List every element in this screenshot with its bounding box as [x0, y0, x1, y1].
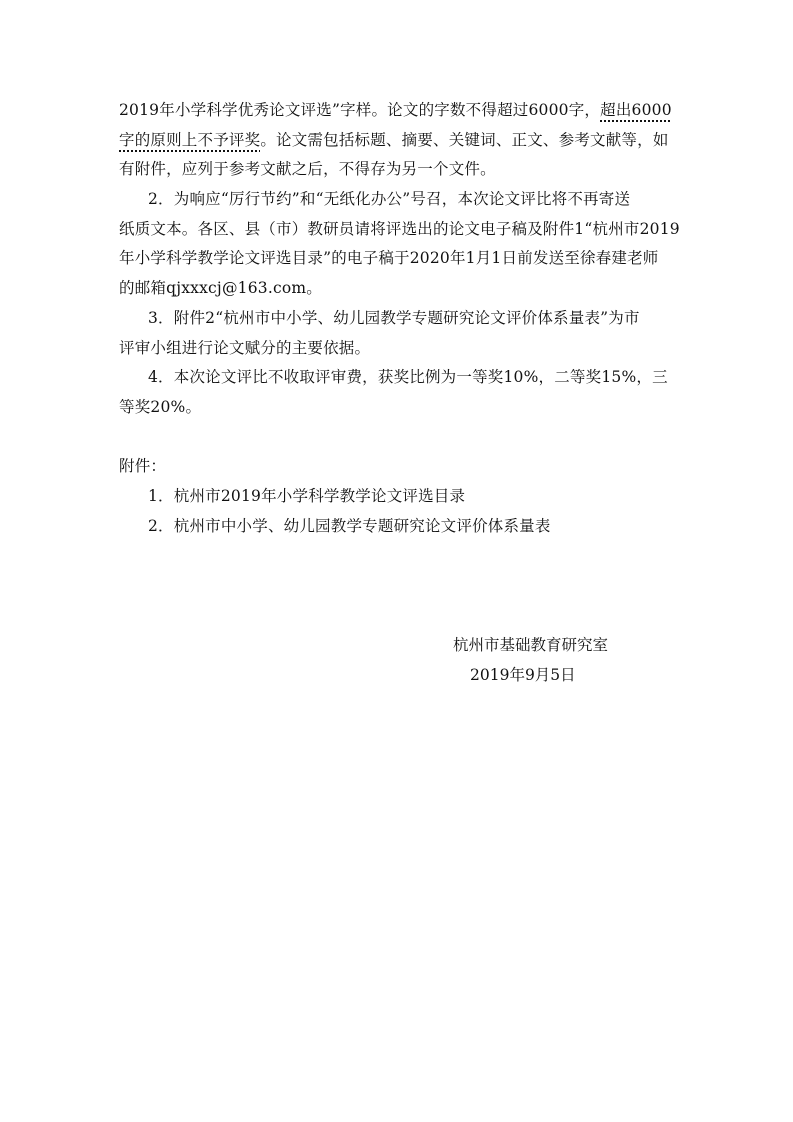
paragraph-2-line-4: 的邮箱qjxxxcj@163.com。	[119, 279, 322, 297]
paragraph-2-line-1: 2．为响应“厉行节约”和“无纸化办公”号召，本次论文评比将不再寄送	[148, 190, 631, 208]
paragraph-1-line-2-text: 。论文需包括标题、摘要、关键词、正文、参考文献等，如	[260, 131, 669, 149]
paragraph-2-line-3: 年小学科学教学论文评选目录”的电子稿于2020年1月1日前发送至徐春建老师	[119, 249, 659, 267]
attachment-item-2: 2．杭州市中小学、幼儿园教学专题研究论文评价体系量表	[148, 517, 551, 535]
paragraph-3-line-2: 评审小组进行论文赋分的主要依据。	[119, 339, 371, 357]
paragraph-2-line-2: 纸质文本。各区、县（市）教研员请将评选出的论文电子稿及附件1“杭州市2019	[119, 220, 680, 238]
paragraph-1-line-1-text: 2019年小学科学优秀论文评选”字样。论文的字数不得超过6000字，	[119, 101, 601, 119]
signature-date: 2019年9月5日	[470, 666, 576, 684]
paragraph-1-line-3: 有附件，应列于参考文献之后，不得存为另一个文件。	[119, 160, 496, 178]
paragraph-4-line-2: 等奖20%。	[119, 398, 202, 416]
attachments-heading: 附件：	[119, 457, 167, 475]
paragraph-3-line-1: 3．附件2“杭州市中小学、幼儿园教学专题研究论文评价体系量表”为市	[148, 309, 640, 327]
emphasis-text: 字的原则上不予评奖	[119, 131, 261, 149]
paragraph-1-line-2	[119, 130, 669, 150]
paragraph-1-line-1	[119, 100, 672, 120]
emphasis-text: 超出6000	[600, 101, 672, 119]
signature-organization: 杭州市基础教育研究室	[453, 636, 609, 654]
paragraph-4-line-1: 4．本次论文评比不收取评审费，获奖比例为一等奖10%，二等奖15%，三	[148, 368, 668, 386]
attachment-item-1: 1．杭州市2019年小学科学教学论文评选目录	[148, 487, 466, 505]
